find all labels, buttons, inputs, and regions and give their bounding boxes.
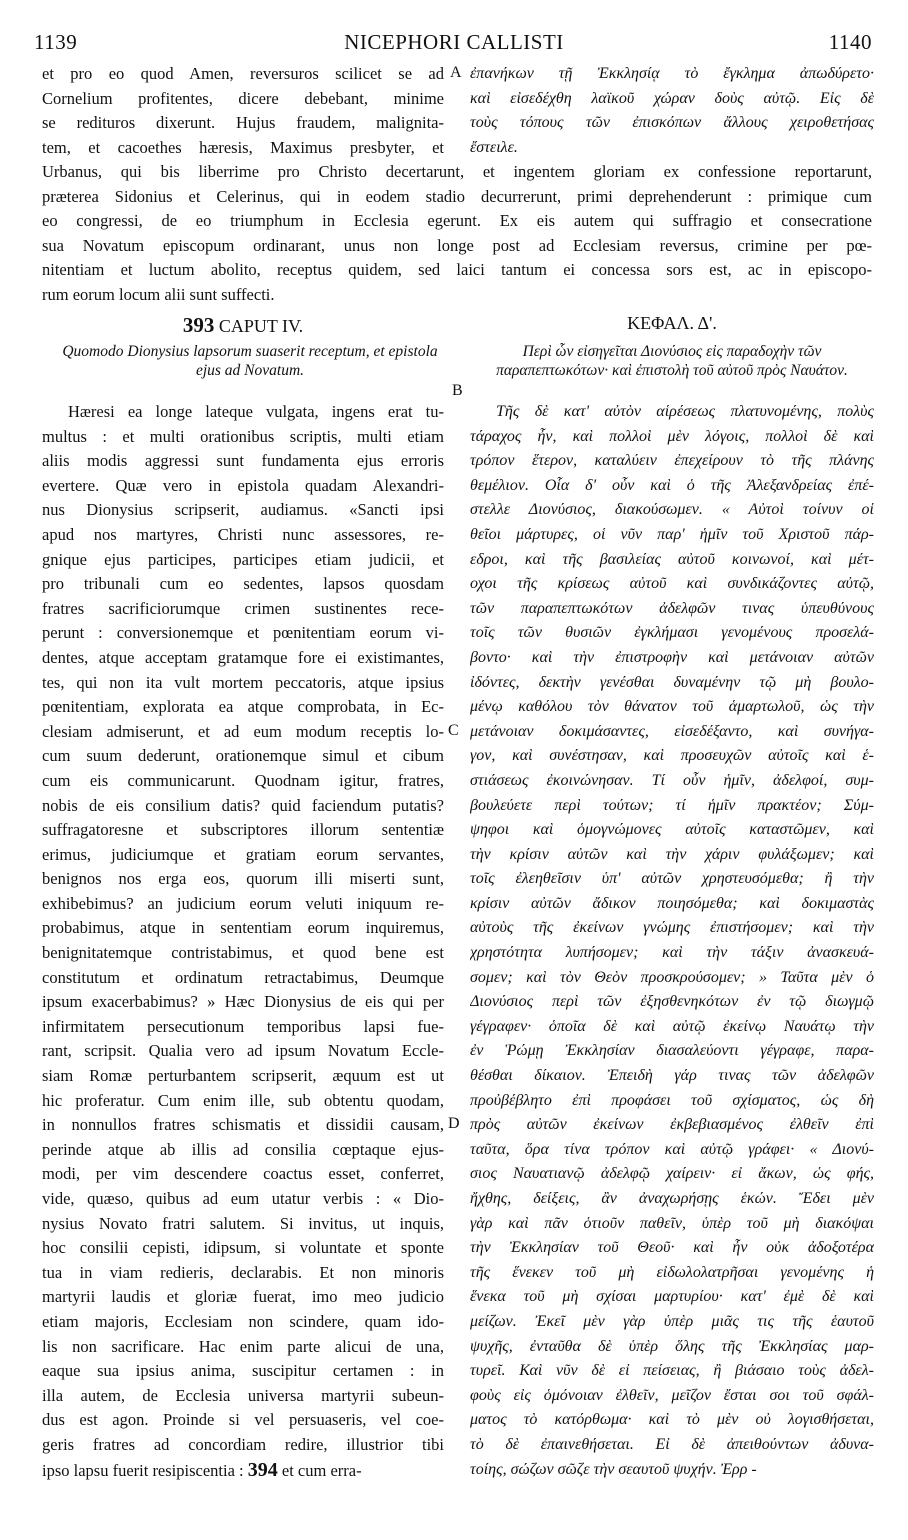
greek-body-line: ἐν Ῥώμῃ Ἐκκλησίαν διασαλεύοντι γέγραφε, παρα-: [470, 1042, 874, 1060]
latin-body-column: [42, 400, 444, 1483]
latin-body-line: Hæresi ea longe lateque vulgata, ingens erat tu-: [68, 402, 444, 421]
latin-body-line: evertere. Quæ vero in epistola quadam Alexandri-: [42, 475, 444, 495]
chapter-heading-latin: [42, 313, 444, 338]
latin-body-line: probabimus, atque in sententiam eorum inquiremus,: [42, 918, 444, 938]
latin-body-last-line: [42, 1458, 444, 1484]
latin-body-line: perinde atque ab illis ad consilia cœptaque ejus-: [42, 1139, 444, 1159]
greek-body-line: ἕνεκα τοῦ μὴ σχίσαι μαρτυρίου· κατ' ἐμὲ δὲ καὶ: [470, 1288, 874, 1306]
greek-body-line: τὴν κρίσιν αὐτῶν καὶ τὴν χάριν φυλάξωμεν; καὶ: [470, 845, 874, 863]
margin-marker-d: D: [448, 1115, 460, 1132]
latin-body-line: cum eis communicarunt. Quodnam igitur, fratres,: [42, 770, 444, 790]
greek-body-line: σομεν; καὶ τὸν Θεὸν προσκρούσομεν; » Ταῦτα μὲν ὁ: [470, 968, 874, 986]
latin-body-line: nysius Novato fratri salutem. Si invitus, ut inquis,: [42, 1213, 444, 1233]
intro-greek-line: καὶ εἰσεδέχθη λαϊκοῦ χώραν δοὺς αὐτῷ. Εἰς δὲ: [470, 89, 874, 107]
latin-body-line: benignos nos erga eos, quorum illi miserti sunt,: [42, 869, 444, 889]
column-marker-393: 393: [182, 313, 215, 337]
latin-body-line: nobis de eis consilium datis? quid faciendum putatis?: [42, 795, 444, 815]
latin-last-line-start-tail: iscentia :: [184, 1460, 244, 1480]
greek-body-column: [470, 400, 874, 1482]
latin-body-line: tua in viam redieris, declarabis. Et non minoris: [42, 1262, 444, 1282]
intro-greek-line: ἔστειλε.: [470, 138, 518, 156]
latin-body-line: lis non sacrificare. Hac enim parte alicui de una,: [42, 1336, 444, 1356]
greek-body-line: τὴν Ἐκκλησίαν τοῦ Θεοῦ· καὶ ἦν οὐκ ἀδοξοτέρα: [470, 1239, 874, 1257]
greek-body-line: σιος Ναυατιανῷ ἀδελφῷ χαίρειν· εἰ ἄκων, ὡς φής,: [470, 1165, 874, 1183]
greek-body-line: χρηστότητα λυπήσομεν; καὶ τὴν τάξιν ἀνασκευά-: [470, 944, 874, 962]
latin-body-line: ipsum exacerbabimus? » Hæc Dionysius de eis qui per: [42, 992, 444, 1012]
greek-body-line: τὸ δὲ ἐπαινεθήσεται. Εἰ δὲ ἀπειθούντων ἀδυνα-: [470, 1435, 874, 1453]
latin-body-line: cum suum dederunt, orationemque simul et cibum: [42, 746, 444, 766]
latin-body-line: gnique ejus participes, participes etiam judicii, et: [42, 549, 444, 569]
margin-marker-c: C: [448, 722, 459, 739]
greek-body-line: γον, καὶ συνέστησαν, καὶ προσευχῶν αὐτοῖς καὶ ἑ-: [470, 747, 874, 765]
latin-body-line: modi, per vim descendere coactus esset, conferret,: [42, 1164, 444, 1184]
latin-body-line: apud nos martyres, Christi nunc assessores, re-: [42, 524, 444, 544]
greek-body-line: γὰρ καὶ πᾶν ὁτιοῦν παθεῖν, ὑπὲρ τοῦ μὴ διακόψαι: [470, 1214, 874, 1232]
latin-body-line: constitutum et ordinatum retractabimus, Deumque: [42, 967, 444, 987]
greek-body-line: τρόπον ἕτερον, καταλύειν ἐπεχείρουν τὸ τῆς πλάνης: [470, 452, 874, 470]
greek-body-line: βουλεύετε περὶ τούτων; τί ἡμῖν πρακτέον; Σύμ-: [470, 796, 874, 814]
greek-body-line: προὐβέβλητο ἐπὶ προφάσει τοῦ σχίσματος, ὡς δὴ: [470, 1091, 874, 1109]
latin-body-line: perunt : conversionemque et pœnitentiam eorum vi-: [42, 623, 444, 643]
latin-body-line: in nonnullos fratres schismatis et dissidii causam,: [42, 1115, 444, 1135]
intro-greek-line: ἐπανήκων τῇ Ἐκκλησίᾳ τὸ ἔγκλημα ἀπωδύρετο·: [470, 65, 874, 82]
greek-body-line: τάραχος ἦν, καὶ πολλοὶ μὲν λόγοις, πολλοὶ δὲ καὶ: [470, 427, 874, 445]
latin-body-line: erimus, judiciumque et gratiam eorum servantes,: [42, 844, 444, 864]
latin-body-line: tes, qui non ita vult mortem peccatoris, atque ipsius: [42, 672, 444, 692]
intro-latin-line: et pro eo quod Amen, reversuros scilicet se ad: [42, 64, 444, 83]
chapter-subtitle-greek: Περὶ ὧν εἰσηγεῖται Διονύσιος εἰς παραδοχὴν τῶν παραπεπτωκότων· καὶ ἐπιστολὴ τοῦ αὐτοῦ πρὸς Ναυάτον.: [496, 343, 848, 379]
latin-body-line: etiam majoris, Ecclesiam non scindere, quam ido-: [42, 1311, 444, 1331]
latin-body-line: aliis modis aggressi sunt fundamenta ejus erroris: [42, 451, 444, 471]
greek-body-line: τῆς ἕνεκεν τοῦ μὴ εἰδωλολατρῆσαι γενομένης ἡ: [470, 1263, 874, 1281]
full-width-line: præterea Sidonius et Celerinus, qui in eodem stadio decurrerunt, primi deprehenderunt : primique cum: [42, 186, 872, 206]
greek-body-line: τῶν παραπεπτωκότων ἀδελφῶν τινας ὑπευθύνους: [470, 599, 874, 617]
latin-body-line: suffragatoresne et subscriptores illorum sententiæ: [42, 820, 444, 840]
intro-latin-column: [42, 62, 444, 160]
greek-body-line: μένῳ καθόλου τὸν θάνατον τοῦ ἁμαρτωλοῦ, ὡς τὴν: [470, 698, 874, 716]
latin-body-line: infirmitatem persecutionum temporibus lapsi fue-: [42, 1016, 444, 1036]
greek-body-line: θεῖοι μάρτυρες, οἱ νῦν παρ' ἡμῖν τοῦ Χριστοῦ πάρ-: [470, 525, 874, 543]
greek-body-line: στιάσεως ἐκοινώνησαν. Τί οὖν ἡμῖν, ἀδελφοί, συμ-: [470, 771, 874, 789]
greek-body-line: εδροι, καὶ τῆς βασιλείας αὐτοῦ κοινωνοί, καὶ μέτ-: [470, 550, 874, 568]
greek-body-line: Τῆς δὲ κατ' αὐτὸν αἱρέσεως πλατυνομένης, πολὺς: [496, 403, 874, 420]
full-width-line: eo congressi, de eo triumphum in Ecclesia egerunt. Ex eis autem qui suffragio et consecratione: [42, 211, 872, 231]
latin-body-line: multus : et multi orationibus scriptis, multi etiam: [42, 426, 444, 446]
latin-body-line: dus est agon. Proinde si vel persuaseris, vel coe-: [42, 1410, 444, 1430]
latin-body-line: hic proferatur. Cum enim ille, sub obtentu quodam,: [42, 1090, 444, 1110]
greek-body-line: ἤχθης, δείξεις, ἂν ἀναχωρήσῃς ἑκών. Ἔδει μὲν: [470, 1190, 874, 1207]
latin-body-line: benignitatemque contristabimus, et quod bene est: [42, 943, 444, 963]
greek-body-line: τοίης, σώζων σῶζε τὴν σεαυτοῦ ψυχήν. Ἐρρ -: [470, 1460, 757, 1478]
full-width-line: sua Novatum episcopum ordinarant, unus non longe post ad Ecclesiam reversus, crimine per pœ-: [42, 235, 872, 255]
latin-body-line: pro tribunali cum eo sedentes, lapsos quosdam: [42, 574, 444, 594]
greek-body-line: τυρεῖ. Καὶ νῦν δὲ εἰ πείσειας, ἢ βιάσαιο τοὺς ἀδελ-: [470, 1362, 874, 1380]
greek-body-line: ματος τὸ κατόρθωμα· καὶ τὸ μὲν οὐ λογισθήσεται,: [470, 1411, 874, 1429]
intro-greek-column: [470, 62, 874, 160]
intro-latin-line: se redituros dixerunt. Hujus fraudem, malignita-: [42, 113, 444, 133]
greek-body-line: θέσθαι δίκαιον. Ἐπειδὴ γάρ τινας τῶν ἀδελφῶν: [470, 1067, 874, 1085]
margin-marker-a: A: [450, 64, 462, 81]
intro-latin-line: Cornelium profitentes, dicere debebant, minime: [42, 88, 444, 108]
running-title: NICEPHORI CALLISTI: [344, 30, 564, 54]
greek-body-line: θεμέλιον. Οἷα δ' οὖν καὶ ὁ τῆς Ἀλεξανδρείας ἐπέ-: [470, 476, 874, 494]
greek-body-line: ψυχῆς, ἐνταῦθα δὲ ὑπὲρ ὅλης τῆς Ἐκκλησίας μαρ-: [470, 1337, 874, 1355]
greek-body-line: μετάνοιαν δοκιμάσαντες, εἰσεδέξαντο, καὶ συνήγα-: [470, 722, 874, 740]
greek-body-line: ταῦτα, ὅρα τίνα τρόπον καὶ αὐτῷ γράφει· « Διονύ-: [470, 1140, 874, 1158]
full-width-paragraph: [42, 160, 872, 308]
latin-body-line: nus Dionysius scripserit, audiamus. «Sancti ipsi: [42, 500, 444, 520]
greek-body-line: βοντο· καὶ τὴν ἐπιστροφὴν καὶ μετάνοιαν αὐτῶν: [470, 648, 874, 666]
column-marker-394: 394: [247, 1458, 278, 1481]
greek-body-line: στελλε Διονύσιος, διακούσωμεν. « Αὐτοὶ τοίνυν οἱ: [470, 501, 874, 519]
greek-body-line: γέγραφεν· ὁποῖα δὲ καὶ αὐτῷ ἐκείνῳ Ναυάτῳ τὴν: [470, 1017, 874, 1035]
latin-body-line: vide, quæso, quibus ad eum utatur verbis : « Dio-: [42, 1189, 444, 1208]
chapter-title-latin: CAPUT IV.: [218, 316, 304, 336]
latin-body-line: eaque sua ipsius anima, suscipitur certamen : in: [42, 1361, 444, 1381]
greek-body-line: πρὸς αὐτῶν ἐκείνων ἐκβεβιασμένος ἐλθεῖν ἐπὶ: [470, 1116, 874, 1134]
latin-body-line: geris fratres ad concordiam redire, illustrior tibi: [42, 1434, 444, 1454]
greek-body-line: αὐτοὺς τῆς ἐκείνων γνώμης ἐπιστήσομεν; καὶ τὴν: [470, 919, 874, 937]
latin-last-line-tail: et cum erra-: [281, 1460, 362, 1480]
latin-body-line: illa autem, de Ecclesia universa martyrii subeun-: [42, 1385, 444, 1405]
greek-body-line: Διονύσιος περὶ τῶν ἐξησθενηκότων ἐν τῷ διωγμῷ: [470, 993, 874, 1011]
greek-body-line: ψηφοι καὶ ὁμογνώμονες αὐτοῖς καταστῶμεν, καὶ: [470, 821, 874, 839]
greek-body-line: ἰδόντες, δεκτὴν γενέσθαι δυναμένην τῷ μὴ βουλο-: [470, 673, 874, 691]
greek-body-line: μείζων. Ἐκεῖ μὲν γὰρ ὑπὲρ μιᾶς τις τῆς ἑαυτοῦ: [470, 1312, 874, 1330]
latin-body-line: dentes, atque acceptam gratamque fore ei existimantes,: [42, 647, 444, 667]
full-width-line: Urbanus, qui bis liberrime pro Christo decertarunt, et ingentem gloriam ex confessione reportarunt,: [42, 162, 872, 181]
full-width-line: rum eorum locum alii sunt suffecti.: [42, 284, 275, 304]
chapter-subtitle-latin: Quomodo Dionysius lapsorum suaserit receptum, et epistola ejus ad Novatum.: [62, 343, 438, 379]
greek-body-line: κρίσιν αὐτῶν ἄδικον ποιησόμεθα; καὶ δοκιμαστὰς: [470, 894, 874, 912]
chapter-title-greek: ΚΕΦΑΛ. Δ'.: [627, 313, 717, 333]
column-number-left: 1139: [34, 30, 78, 54]
greek-body-line: τοῖς ἐλεηθεῖσιν ὑπ' αὐτῶν χρηστευσόμεθα; ἢ τὴν: [470, 870, 874, 888]
margin-marker-b: B: [452, 382, 463, 399]
latin-last-line-start: ipso lapsu fuerit resip: [42, 1460, 185, 1480]
greek-body-line: οχοι τῆς κρίσεως αὐτοῦ καὶ συνδικάζοντες αὐτῷ,: [470, 575, 874, 593]
latin-body-line: hoc consilii cepisti, idipsum, si voluntate et sponte: [42, 1238, 444, 1258]
greek-body-line: τοῖς τῶν θυσιῶν ἐγκλήμασι γενομένους προσελά-: [470, 624, 874, 642]
full-width-line: nitentiam et luctum abolito, receptus quidem, sed laici tantum ei concessa sors est, ac in episcopo-: [42, 260, 872, 280]
intro-greek-line: τοὺς τόπους τῶν ἐπισκόπων ἄλλους χειροθετήσας: [470, 114, 874, 132]
latin-body-line: rant, scripsit. Qualia vero ad ipsum Novatum Eccle-: [42, 1041, 444, 1061]
greek-body-line: φοὺς εἰς ὁμόνοιαν ἐλθεῖν, μεῖζον ἔσται σοι τοῦ σφάλ-: [470, 1386, 874, 1404]
column-number-right: 1140: [828, 30, 872, 54]
latin-body-line: martyrii laudis et gloriæ fuerat, imo meo judicio: [42, 1287, 444, 1307]
latin-body-line: fratres sacrificiorumque crimen sustinentes rece-: [42, 598, 444, 618]
latin-body-line: clesiam admiserunt, et ad eum modum receptis lo-: [42, 721, 444, 741]
latin-body-line: exhibebimus? an judicium eorum veluti iniquum re-: [42, 893, 444, 913]
latin-body-line: siam Romæ perturbantem scripserit, æquum est ut: [42, 1066, 444, 1086]
intro-latin-line: tem, et cacoethes hæresis, Maximus presbyter, et: [42, 137, 444, 157]
latin-body-line: pœnitentiam, explorata ea atque comprobata, in Ec-: [42, 697, 444, 717]
